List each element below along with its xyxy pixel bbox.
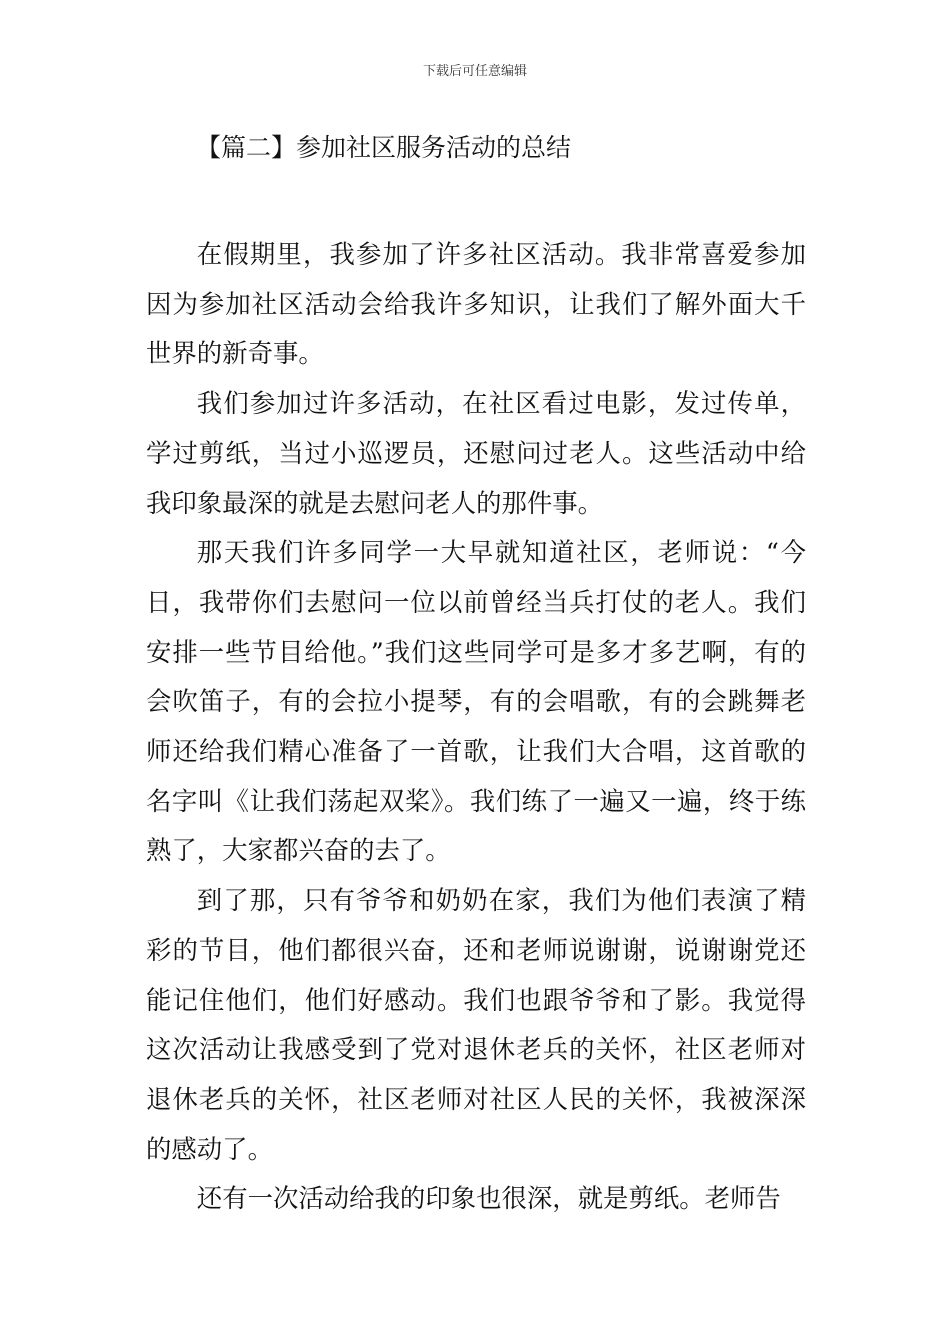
paragraph-1: 在假期里，我参加了许多社区活动。我非常喜爱参加因为参加社区活动会给我许多知识，让我们了解外面大千世界的新奇事。 (146, 239, 806, 369)
paragraph-3: 那天我们许多同学一大早就知道社区，老师说：“今日，我带你们去慰问一位以前曾经当兵打仗的老人。我们安排一些节目给他。”我们这些同学可是多才多艺啊，有的会吹笛子，有的会拉小提琴，有的会唱歌，有的会跳舞老师还给我们精心准备了一首歌，让我们大合唱，这首歌的名字叫《让我们荡起双桨》。我们练了一遍又一遍，终于练熟了，大家都兴奋的去了。 (146, 537, 806, 866)
paragraph-2: 我们参加过许多活动，在社区看过电影，发过传单，学过剪纸，当过小巡逻员，还慰问过老人。这些活动中给我印象最深的就是去慰问老人的那件事。 (146, 388, 806, 518)
document-title: 【篇二】参加社区服务活动的总结 (196, 133, 572, 162)
header-note: 下载后可任意编辑 (422, 64, 527, 79)
paragraph-5: 还有一次活动给我的印象也很深，就是剪纸。老师告 (196, 1183, 781, 1214)
document-body (146, 230, 806, 1224)
paragraph-4: 到了那，只有爷爷和奶奶在家，我们为他们表演了精彩的节目，他们都很兴奋，还和老师说谢谢，说谢谢党还能记住他们，他们好感动。我们也跟爷爷和了影。我觉得这次活动让我感受到了党对退休老兵的关怀，社区老师对退休老兵的关怀，社区老师对社区人民的关怀，我被深深的感动了。 (146, 885, 806, 1164)
